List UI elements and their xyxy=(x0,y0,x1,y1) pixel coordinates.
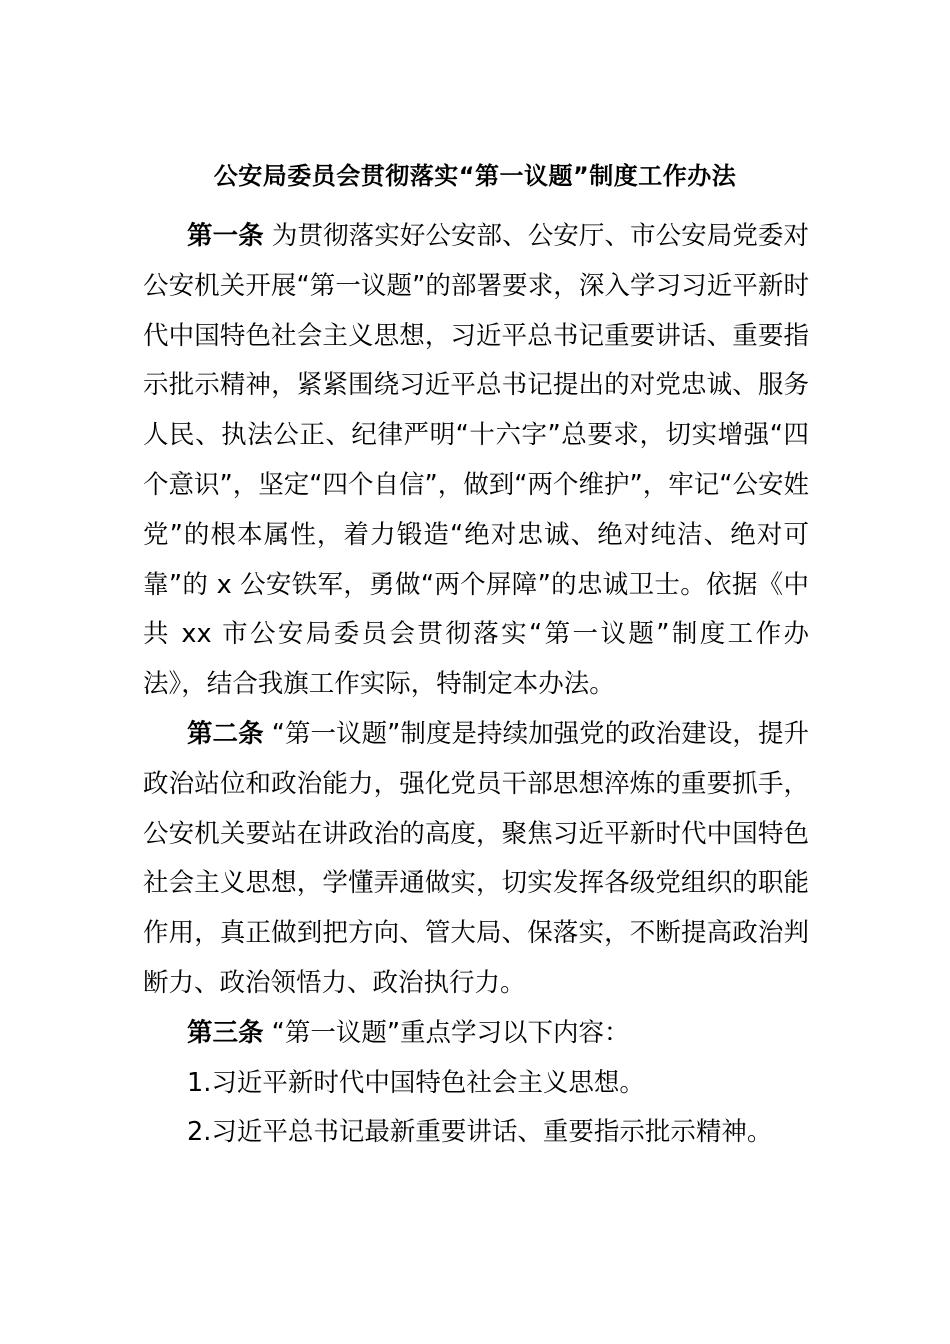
article-2 xyxy=(143,710,809,1009)
article-2-text: “第一议题”制度是持续加强党的政治建设，提升政治站位和政治能力，强化党员干部思想淬炼的重要抓手，公安机关要站在讲政治的高度，聚焦习近平新时代中国特色社会主义思想，学懂弄通做实，切实发挥各级党组织的职能作用，真正做到把方向、管大局、保落实，不断提高政治判断力、政治领悟力、政治执行力。 xyxy=(143,718,809,998)
document-body xyxy=(143,212,809,1158)
list-item-1: 1.习近平新时代中国特色社会主义思想。 xyxy=(187,1067,645,1098)
document-title: 公安局委员会贯彻落实“第一议题”制度工作办法 xyxy=(213,162,737,190)
article-3 xyxy=(143,1009,809,1059)
article-1-text: 为贯彻落实好公安部、公安厅、市公安局党委对公安机关开展“第一议题”的部署要求，深入学习习近平新时代中国特色社会主义思想，习近平总书记重要讲话、重要指示批示精神，紧紧围绕习近平总书记提出的对党忠诚、服务人民、执法公正、纪律严明“十六字”总要求，切实增强“四个意识”，坚定“四个自信”，做到“两个维护”，牢记“公安姓党”的根本属性，着力锻造“绝对忠诚、绝对纯洁、绝对可靠”的 x 公安铁军，勇做“两个屏障”的忠诚卫士。依据《中共 xx 市公安局委员会贯彻落实“第一议题”制度工作办法》，结合我旗工作实际，特制定本办法。 xyxy=(143,221,809,700)
article-2-lead: 第二条 xyxy=(187,718,264,749)
article-1-lead: 第一条 xyxy=(187,221,264,251)
list-item-2: 2.习近平总书记最新重要讲话、重要指示批示精神。 xyxy=(187,1117,773,1148)
article-3-lead: 第三条 xyxy=(187,1017,264,1048)
article-3-text: “第一议题”重点学习以下内容： xyxy=(263,1017,630,1048)
article-1 xyxy=(143,212,809,710)
